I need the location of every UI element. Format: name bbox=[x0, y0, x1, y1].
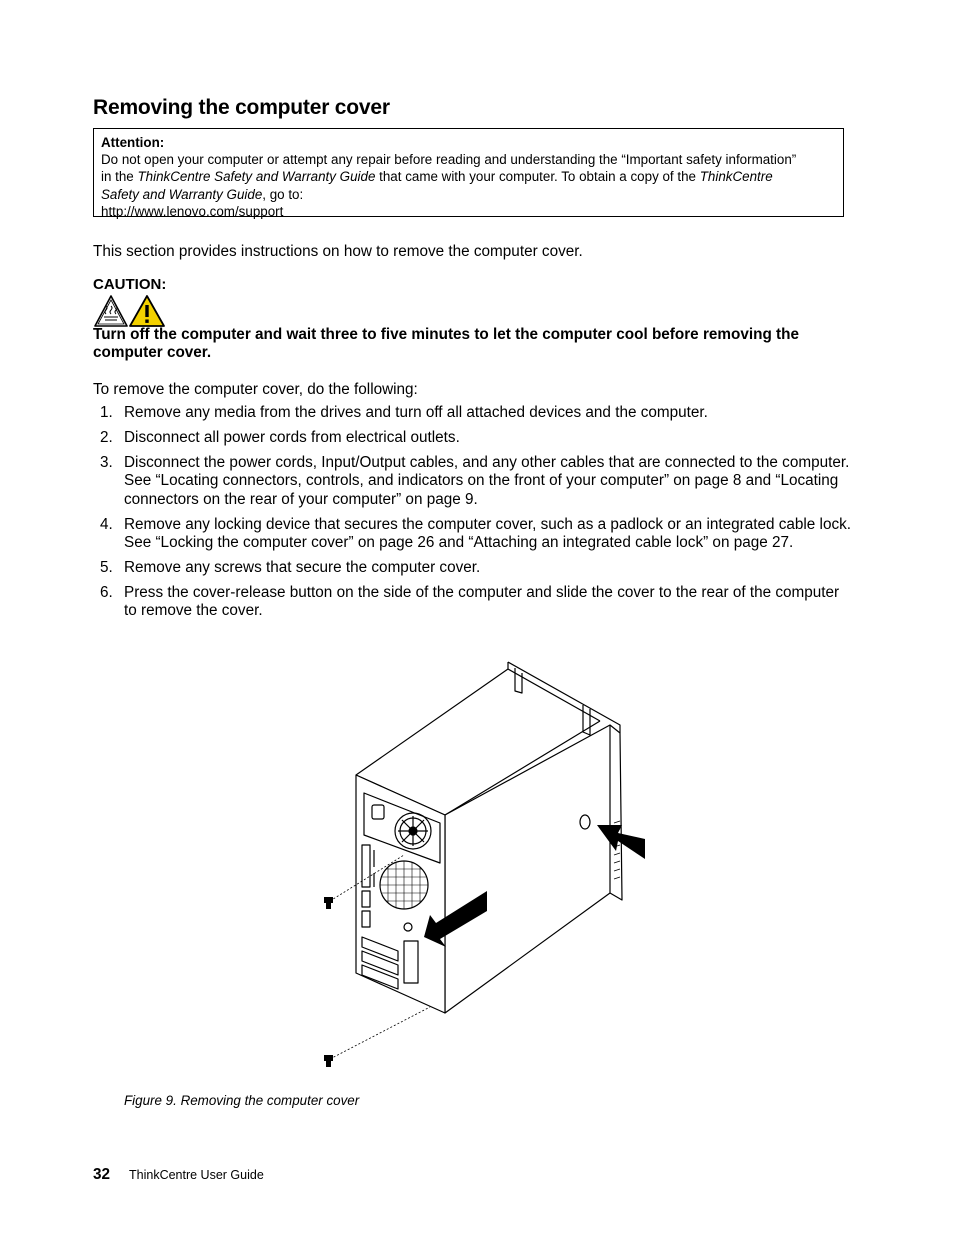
step-number: 3. bbox=[100, 453, 113, 471]
list-item bbox=[93, 516, 853, 553]
step-number: 5. bbox=[100, 558, 113, 576]
guide-title: ThinkCentre bbox=[699, 169, 773, 185]
procedure-steps bbox=[93, 404, 853, 627]
step-text: Remove any media from the drives and turn off all attached devices and the computer. bbox=[124, 404, 708, 421]
attention-text: , go to: bbox=[262, 186, 304, 202]
step-text: Disconnect the power cords, Input/Output cables, and any other cables that are connected to the computer. See “Locating connectors, controls, and indicators on the front of your computer” on page 8 and “Locating connectors on the rear of your computer” on page 9. bbox=[124, 453, 850, 508]
support-url[interactable]: http://www.lenovo.com/support bbox=[101, 203, 284, 219]
list-item bbox=[93, 429, 853, 448]
guide-title: Safety and Warranty Guide bbox=[101, 186, 263, 202]
list-item bbox=[93, 584, 853, 621]
page-number: 32 bbox=[93, 1166, 111, 1183]
attention-line-2 bbox=[101, 168, 836, 185]
attention-text: that came with your computer. To obtain a copy of the bbox=[375, 169, 700, 185]
figure-caption: Figure 9. Removing the computer cover bbox=[124, 1093, 360, 1108]
attention-line-1: Do not open your computer or attempt any repair before reading and understanding the “Important safety information” bbox=[101, 152, 797, 168]
attention-label: Attention: bbox=[101, 135, 165, 150]
steps-intro: To remove the computer cover, do the following: bbox=[93, 381, 418, 398]
attention-notice bbox=[93, 128, 844, 217]
hot-surface-icon bbox=[95, 296, 127, 326]
intro-paragraph: This section provides instructions on how to remove the computer cover. bbox=[93, 243, 583, 260]
caution-icons bbox=[93, 294, 167, 328]
step-text: Disconnect all power cords from electrical outlets. bbox=[124, 428, 460, 446]
computer-cover-illustration bbox=[300, 655, 660, 1075]
step-number: 6. bbox=[100, 583, 113, 601]
warning-icon bbox=[130, 296, 164, 326]
list-item bbox=[93, 454, 853, 510]
step-number: 4. bbox=[100, 515, 113, 533]
caution-label: CAUTION: bbox=[93, 276, 167, 293]
step-text: Remove any locking device that secures the computer cover, such as a padlock or an integrated cable lock. See “Locking the computer cover” on page 26 and “Attaching an integrated cable lock” on page 27. bbox=[124, 515, 851, 552]
step-number: 1. bbox=[100, 404, 113, 421]
step-text: Press the cover-release button on the side of the computer and slide the cover to the rear of the computer to remove the cover. bbox=[124, 583, 840, 620]
screw-icon bbox=[324, 1055, 333, 1067]
attention-line-3 bbox=[101, 186, 836, 203]
step-number: 2. bbox=[100, 428, 113, 446]
page-title: Removing the computer cover bbox=[93, 96, 390, 119]
attention-text: in the bbox=[101, 169, 138, 185]
guide-title: ThinkCentre Safety and Warranty Guide bbox=[137, 169, 376, 185]
list-item bbox=[93, 404, 853, 423]
footer-title: ThinkCentre User Guide bbox=[129, 1168, 264, 1182]
screw-icon bbox=[324, 897, 333, 909]
list-item bbox=[93, 559, 853, 578]
step-text: Remove any screws that secure the computer cover. bbox=[124, 558, 481, 576]
caution-text: Turn off the computer and wait three to five minutes to let the computer cool before removing the computer cover. bbox=[93, 326, 799, 361]
